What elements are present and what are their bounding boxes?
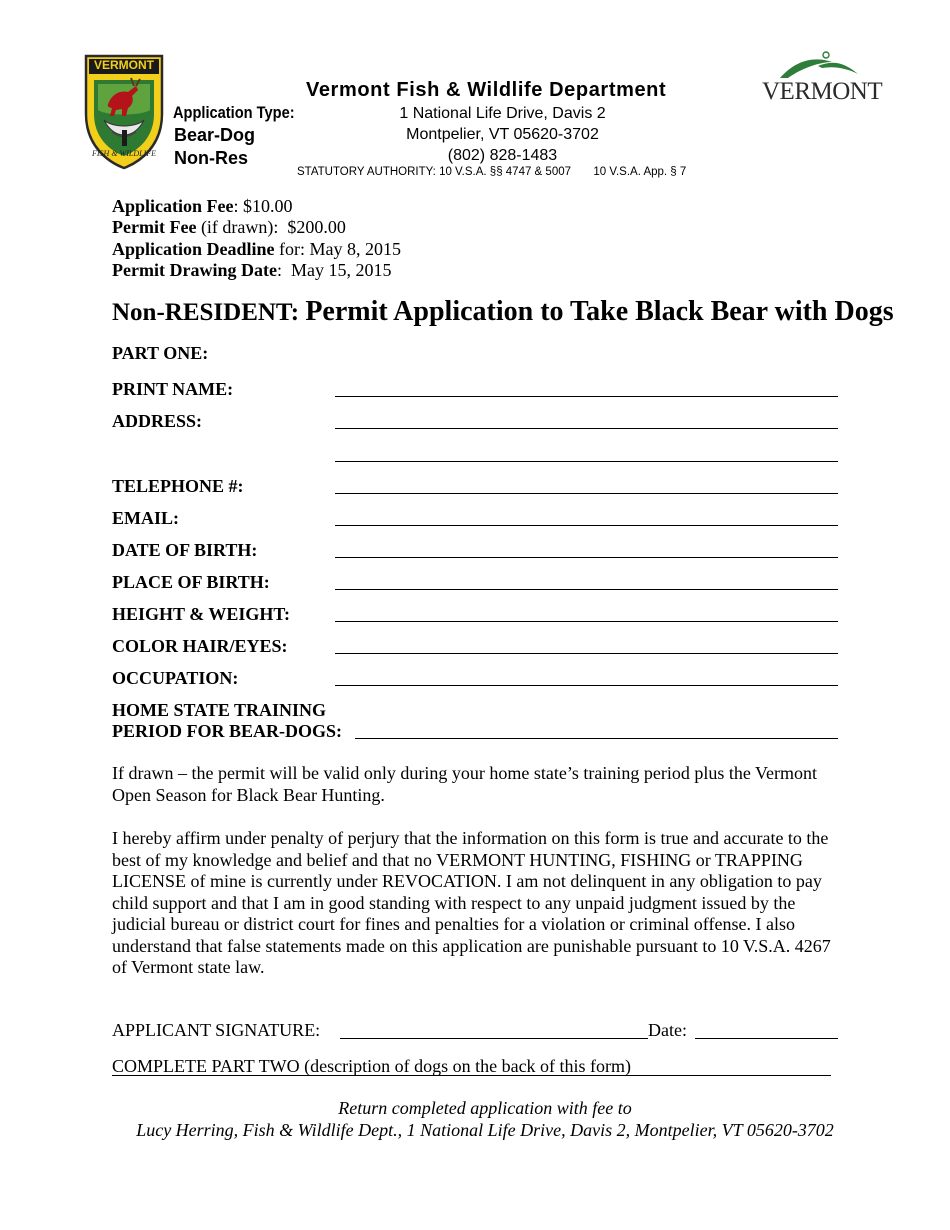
statutory-authority: STATUTORY AUTHORITY: 10 V.S.A. §§ 4747 & 5007 10 V.S.A. App. § 7 [297,166,687,178]
training-period-label-line-2: PERIOD FOR BEAR-DOGS: [112,721,343,741]
training-period-label-line-1: HOME STATE TRAINING [112,700,327,720]
application-fee: Application Fee: $10.00 [112,196,293,216]
address-field-line-1[interactable] [335,428,838,429]
form-title: Non-RESIDENT: Permit Application to Take Black Bear with Dogs [112,296,894,327]
address-field-line-2[interactable] [335,461,838,462]
permit-fee: Permit Fee (if drawn): $200.00 [112,217,346,237]
occupation-field[interactable] [335,685,838,686]
date-label: Date: [648,1020,687,1040]
height-weight-field[interactable] [335,621,838,622]
address-label: ADDRESS: [112,411,203,431]
occupation-label: OCCUPATION: [112,668,239,688]
application-type-value: Bear-Dog [174,125,256,145]
vermont-logo [762,50,883,106]
applicant-signature-label: APPLICANT SIGNATURE: [112,1020,321,1040]
date-of-birth-label: DATE OF BIRTH: [112,540,258,560]
seal-bottom-text: FISH & WILDLIFE [92,149,156,158]
email-label: EMAIL: [112,508,179,528]
address-line-2: Montpelier, VT 05620-3702 [406,126,599,143]
height-weight-label: HEIGHT & WEIGHT: [112,604,291,624]
date-of-birth-field[interactable] [335,557,838,558]
telephone-field[interactable] [335,493,838,494]
print-name-field[interactable] [335,396,838,397]
part-one-heading: PART ONE: [112,343,209,363]
color-hair-eyes-field[interactable] [335,653,838,654]
department-phone: (802) 828-1483 [447,147,558,164]
address-line-1: 1 National Life Drive, Davis 2 [399,105,606,122]
department-name: Vermont Fish & Wildlife Department [306,79,667,101]
return-instruction: Return completed application with fee to [338,1098,632,1118]
place-of-birth-label: PLACE OF BIRTH: [112,572,270,592]
permit-drawing-date: Permit Drawing Date: May 15, 2015 [112,260,392,280]
application-type-residency: Non-Res [174,148,249,168]
training-period-field[interactable] [355,738,838,739]
seal-top-text: VERMONT [94,58,154,72]
print-name-label: PRINT NAME: [112,379,234,399]
fish-wildlife-seal [82,54,166,170]
affirmation-statement: I hereby affirm under penalty of perjury that the information on this form is true and accurate to the best of my knowledge and belief and that no VERMONT HUNTING, FISHING or TRAPPING LICENSE of mine is currently under REVOCATION. I am not delinquent in any obligation to pay child support and that I am in good standing with respect to any unpaid judgment issued by the judicial bureau or district court for fines and penalties for a violation or criminal offense. I also understand that false statements made on this application are punishable pursuant to 10 V.S.A. 4267 of Vermont state law. [112,828,831,977]
telephone-label: TELEPHONE #: [112,476,244,496]
date-field[interactable] [695,1038,838,1039]
email-field[interactable] [335,525,838,526]
application-deadline: Application Deadline for: May 8, 2015 [112,239,402,259]
return-address: Lucy Herring, Fish & Wildlife Dept., 1 National Life Drive, Davis 2, Montpelier, VT 05620-3702 [136,1120,834,1140]
applicant-signature-field[interactable] [340,1038,648,1039]
part-two-underline [112,1075,831,1076]
application-type-label: Application Type: [173,103,295,122]
color-hair-eyes-label: COLOR HAIR/EYES: [112,636,288,656]
logo-wordmark: VERMONT [762,78,883,105]
part-two-instruction: COMPLETE PART TWO (description of dogs on the back of this form) [112,1056,632,1076]
place-of-birth-field[interactable] [335,589,838,590]
permit-validity-note: If drawn – the permit will be valid only during your home state’s training period plus the Vermont Open Season for Black Bear Hunting. [112,763,818,805]
